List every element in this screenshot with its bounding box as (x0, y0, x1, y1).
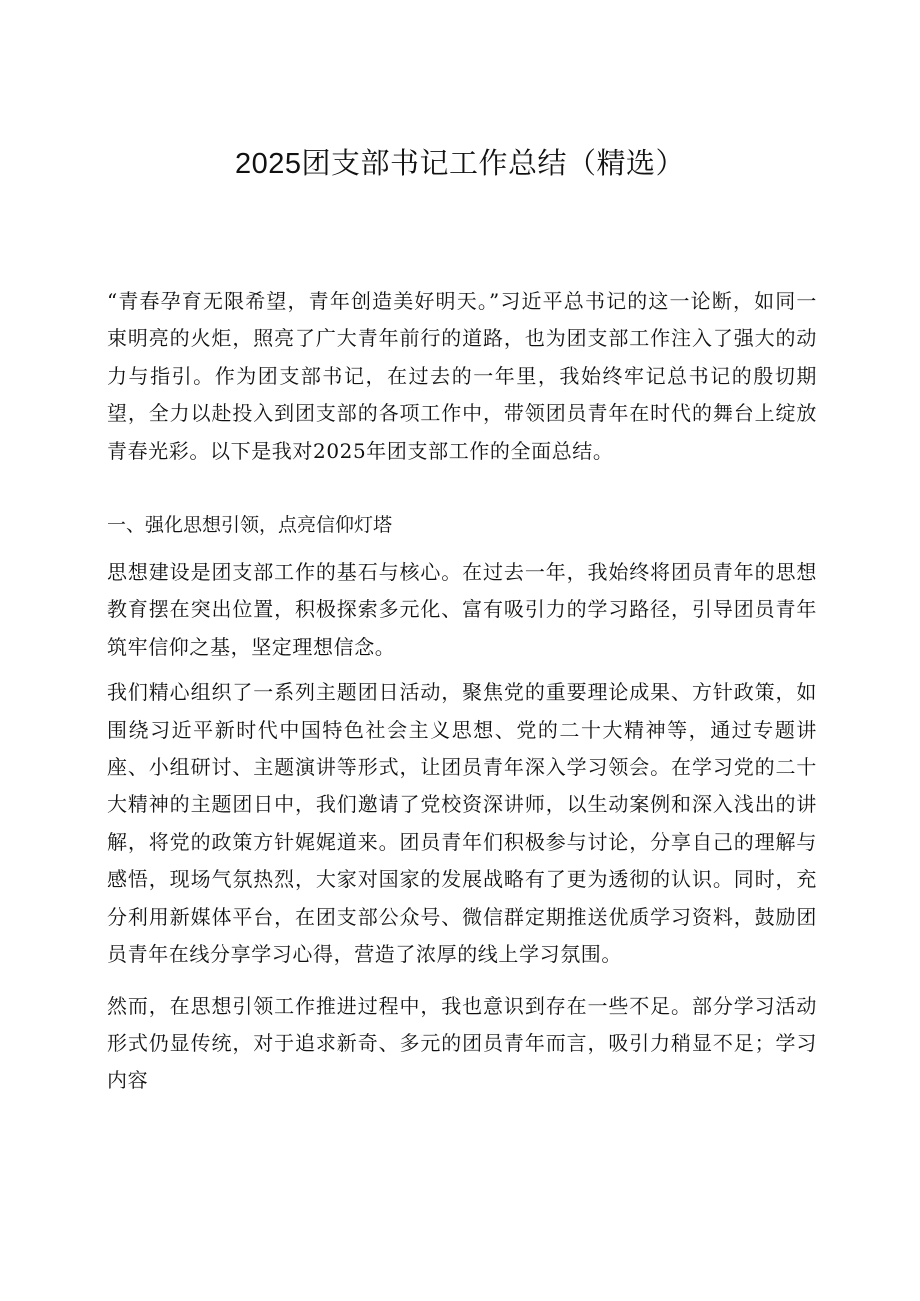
body-paragraph: 然而，在思想引领工作推进过程中，我也意识到存在一些不足。部分学习活动形式仍显传统，对于追求新奇、多元的团员青年而言，吸引力稍显不足；学习内容 (107, 993, 817, 1093)
section-heading: 一、强化思想引领，点亮信仰灯塔 (107, 514, 393, 537)
body-paragraph: 我们精心组织了一系列主题团日活动，聚焦党的重要理论成果、方针政策，如围绕习近平新时代中国特色社会主义思想、党的二十大精神等，通过专题讲座、小组研讨、主题演讲等形式，让团员青年深入学习领会。在学习党的二十大精神的主题团日中，我们邀请了党校资深讲师，以生动案例和深入浅出的讲解，将党的政策方针娓娓道来。团员青年们积极参与讨论，分享自己的理解与感悟，现场气氛热烈，大家对国家的发展战略有了更为透彻的认识。同时，充分利用新媒体平台，在团支部公众号、微信群定期推送优质学习资料，鼓励团员青年在线分享学习心得，营造了浓厚的线上学习氛围。 (107, 680, 817, 967)
intro-paragraph: “青春孕育无限希望，青年创造美好明天。”习近平总书记的这一论断，如同一束明亮的火炬，照亮了广大青年前行的道路，也为团支部工作注入了强大的动力与指引。作为团支部书记，在过去的一年里，我始终牢记总书记的殷切期望，全力以赴投入到团支部的各项工作中，带领团员青年在时代的舞台上绽放青春光彩。以下是我对2025年团支部工作的全面总结。 (107, 289, 817, 463)
document-body (107, 283, 817, 1100)
body-paragraph: 思想建设是团支部工作的基石与核心。在过去一年，我始终将团员青年的思想教育摆在突出位置，积极探索多元化、富有吸引力的学习路径，引导团员青年筑牢信仰之基，坚定理想信念。 (107, 560, 817, 659)
document-title: 2025团支部书记工作总结（精选） (234, 148, 685, 180)
